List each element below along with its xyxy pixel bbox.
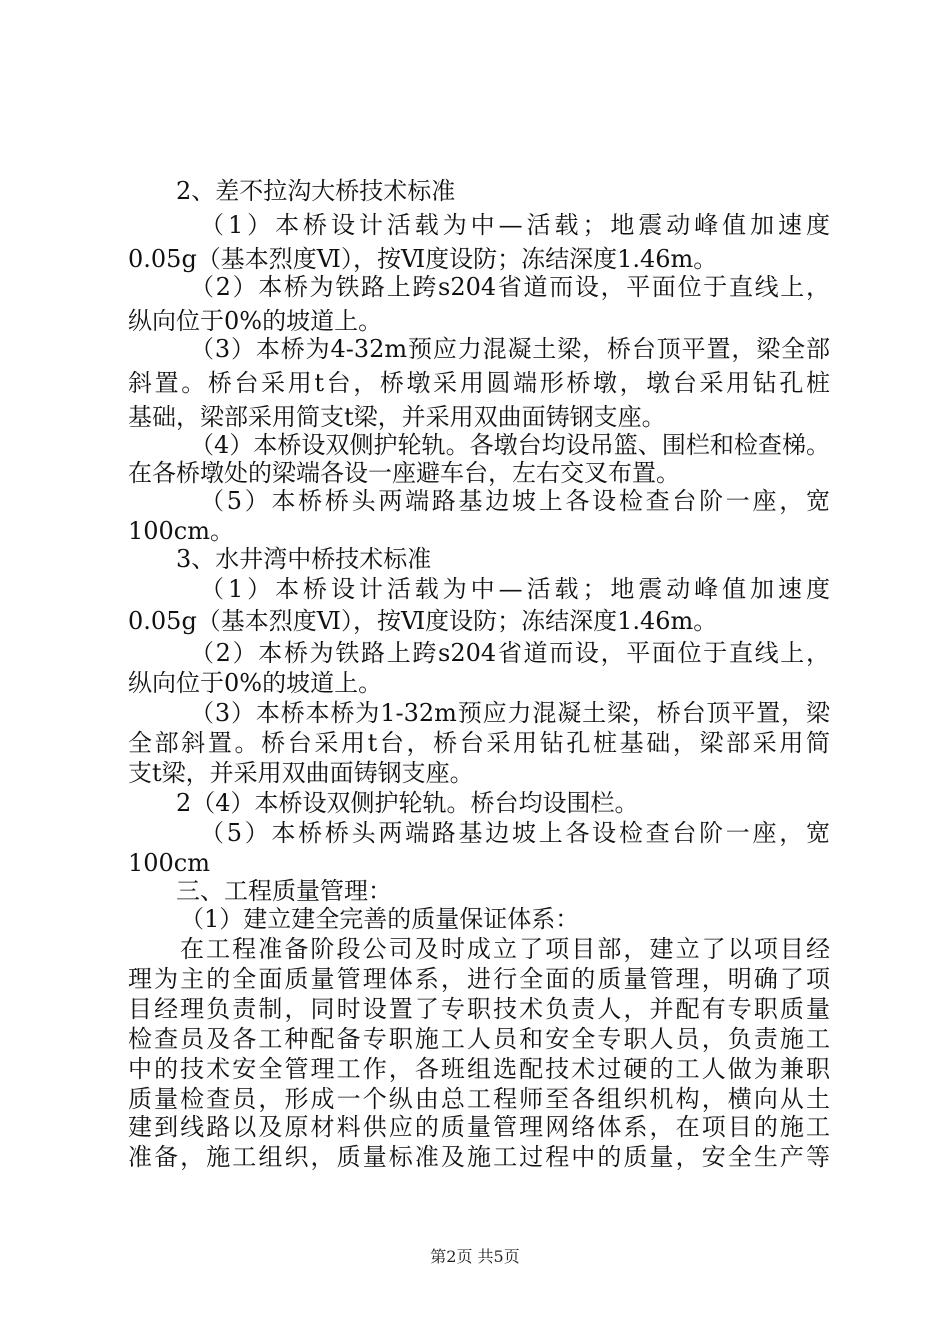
paragraph-line: （2）本桥为铁路上跨s204省道而设，平面位于直线上， (190, 273, 830, 301)
page-footer: 第2页 共5页 (430, 1247, 520, 1266)
paragraph-line: （4）本桥设双侧护轮轨。各墩台均设吊篮、围栏和检查梯。 (190, 431, 830, 459)
section-heading: 3、水井湾中桥技术标准 (176, 545, 432, 573)
paragraph-line: 斜置。桥台采用t台，桥墩采用圆端形桥墩，墩台采用钻孔桩 (128, 369, 830, 397)
paragraph-line: （3）本桥本桥为1-32m预应力混凝土梁，桥台顶平置，梁 (190, 699, 830, 727)
paragraph-line: 目经理负责制，同时设置了专职技术负责人，并配有专职质量 (128, 995, 830, 1023)
section-heading: 三、工程质量管理： (176, 877, 392, 905)
paragraph-line: 质量检查员，形成一个纵由总工程师至各组织机构，横向从土 (128, 1085, 830, 1113)
paragraph-line: （1）本桥设计活载为中—活载；地震动峰值加速度 (200, 575, 830, 603)
paragraph-line: （5）本桥桥头两端路基边坡上各设检查台阶一座，宽 (200, 819, 830, 847)
paragraph-line: 0.05g（基本烈度Ⅵ），按Ⅵ度设防；冻结深度1.46m。 (128, 245, 718, 273)
paragraph-line: （3）本桥为4-32m预应力混凝土梁，桥台顶平置，梁全部 (190, 335, 830, 363)
paragraph-line: 纵向位于0%的坡道上。 (128, 669, 383, 697)
subsection-heading: （1）建立建全完善的质量保证体系： (180, 905, 580, 933)
paragraph-line: 检查员及各工种配备专职施工人员和安全专职人员，负责施工 (128, 1025, 830, 1053)
paragraph-line: 在各桥墩处的梁端各设一座避车台，左右交叉布置。 (128, 459, 680, 487)
paragraph-line: 中的技术安全管理工作，各班组选配技术过硬的工人做为兼职 (128, 1055, 830, 1083)
paragraph-line: 建到线路以及原材料供应的质量管理网络体系，在项目的施工 (128, 1113, 830, 1141)
paragraph-line: 支t梁，并采用双曲面铸钢支座。 (128, 759, 474, 787)
paragraph-line: 2（4）本桥设双侧护轮轨。桥台均设围栏。 (176, 789, 639, 817)
paragraph-line: 100cm。 (128, 517, 235, 545)
paragraph-line: 纵向位于0%的坡道上。 (128, 307, 383, 335)
section-heading: 2、差不拉沟大桥技术标准 (176, 177, 456, 205)
paragraph-line: 在工程准备阶段公司及时成立了项目部，建立了以项目经 (180, 935, 830, 963)
paragraph-line: 100cm (128, 849, 211, 877)
paragraph-line: （1）本桥设计活载为中—活载；地震动峰值加速度 (200, 211, 830, 239)
paragraph-line: 理为主的全面质量管理体系，进行全面的质量管理，明确了项 (128, 965, 830, 993)
paragraph-line: 基础，梁部采用简支t梁，并采用双曲面铸钢支座。 (128, 403, 666, 431)
paragraph-line: （2）本桥为铁路上跨s204省道而设，平面位于直线上， (190, 639, 830, 667)
paragraph-line: （5）本桥桥头两端路基边坡上各设检查台阶一座，宽 (200, 487, 830, 515)
paragraph-line: 全部斜置。桥台采用t台，桥台采用钻孔桩基础，梁部采用简 (128, 729, 830, 757)
paragraph-line: 准备，施工组织，质量标准及施工过程中的质量，安全生产等 (128, 1143, 830, 1171)
paragraph-line: 0.05g（基本烈度Ⅵ），按Ⅵ度设防；冻结深度1.46m。 (128, 607, 718, 635)
